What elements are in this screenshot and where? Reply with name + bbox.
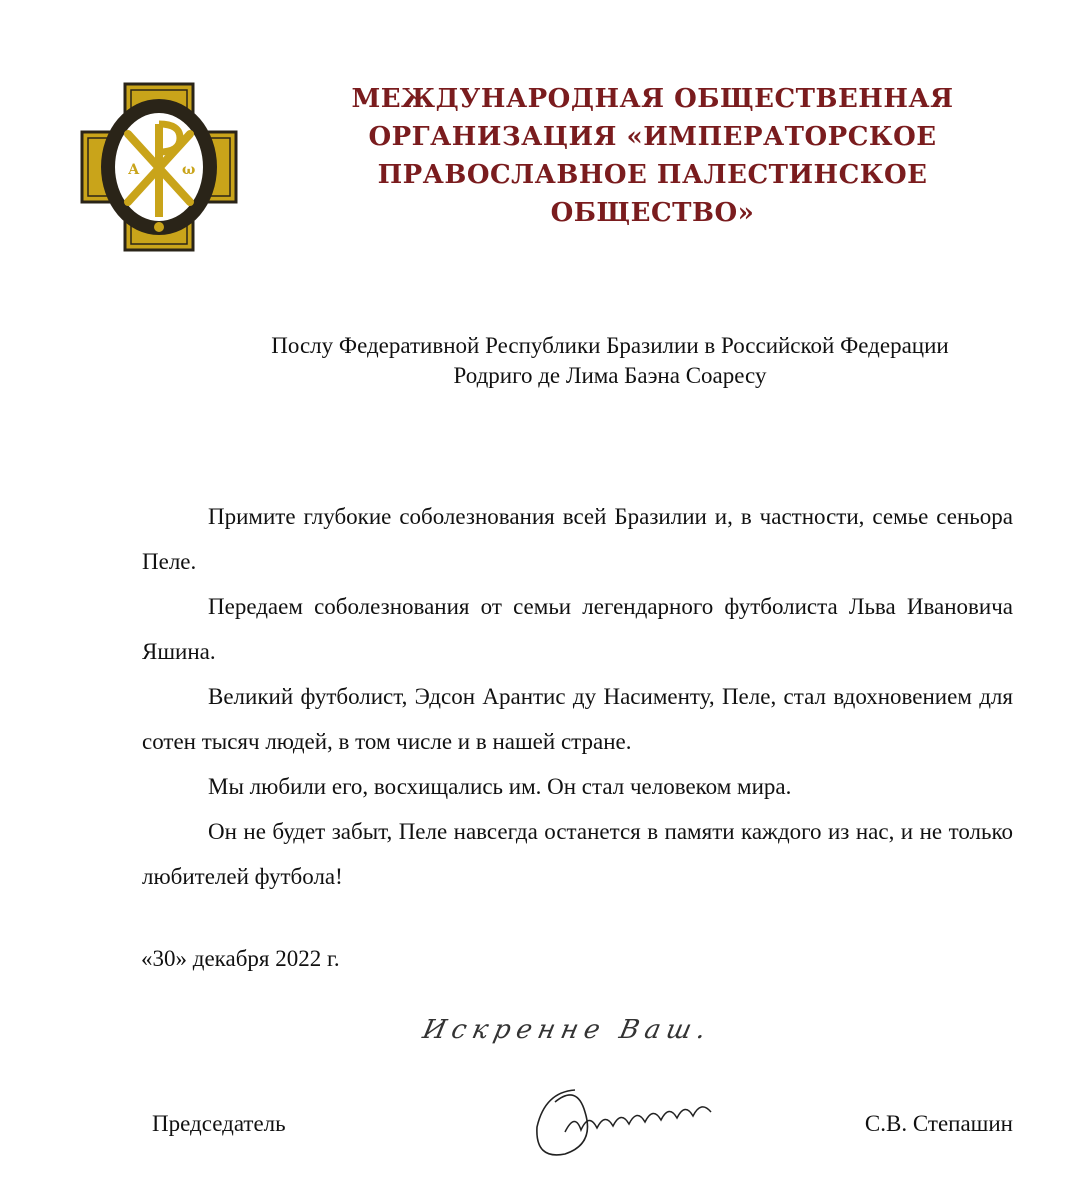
body-paragraph: Мы любили его, восхищались им. Он стал человеком мира. bbox=[208, 774, 792, 799]
alpha-letter: А bbox=[128, 162, 140, 178]
org-title-line: МЕЖДУНАРОДНАЯ ОБЩЕСТВЕННАЯ bbox=[351, 84, 954, 114]
organization-title bbox=[285, 80, 1020, 232]
org-title-line: ОРГАНИЗАЦИЯ «ИМПЕРАТОРСКОЕ bbox=[368, 122, 937, 152]
omega-letter: ω bbox=[182, 162, 196, 178]
chi-rho-cross-emblem-icon bbox=[80, 82, 238, 252]
letter-body bbox=[142, 494, 1013, 899]
body-paragraph: Он не будет забыт, Пеле навсегда останется в памяти каждого из нас, и не только любителей футбола! bbox=[142, 819, 1013, 889]
body-paragraph: Передаем соболезнования от семьи легендарного футболиста Льва Ивановича Яшина. bbox=[142, 594, 1013, 664]
organization-logo bbox=[80, 82, 238, 252]
signer-position: Председатель bbox=[152, 1111, 286, 1136]
body-paragraph: Примите глубокие соболезнования всей Бразилии и, в частности, семье сеньора Пеле. bbox=[142, 504, 1013, 574]
signature-icon bbox=[525, 1072, 735, 1167]
handwritten-note-text: Искренне Ваш. bbox=[420, 1015, 715, 1045]
addressee-block bbox=[140, 331, 1080, 391]
signature bbox=[525, 1072, 735, 1167]
letter-date: «30» декабря 2022 г. bbox=[141, 946, 340, 971]
addressee-line: Послу Федеративной Республики Бразилии в Российской Федерации bbox=[271, 333, 949, 358]
org-title-line: ПРАВОСЛАВНОЕ ПАЛЕСТИНСКОЕ ОБЩЕСТВО» bbox=[377, 160, 928, 228]
signer-name: С.В. Степашин bbox=[864, 1111, 1013, 1136]
handwritten-note bbox=[414, 1015, 747, 1075]
addressee-name: Родриго де Лима Баэна Соаресу bbox=[453, 363, 767, 388]
body-paragraph: Великий футболист, Эдсон Арантис ду Насименту, Пеле, стал вдохновением для сотен тысяч людей, в том числе и в нашей стране. bbox=[142, 684, 1013, 754]
